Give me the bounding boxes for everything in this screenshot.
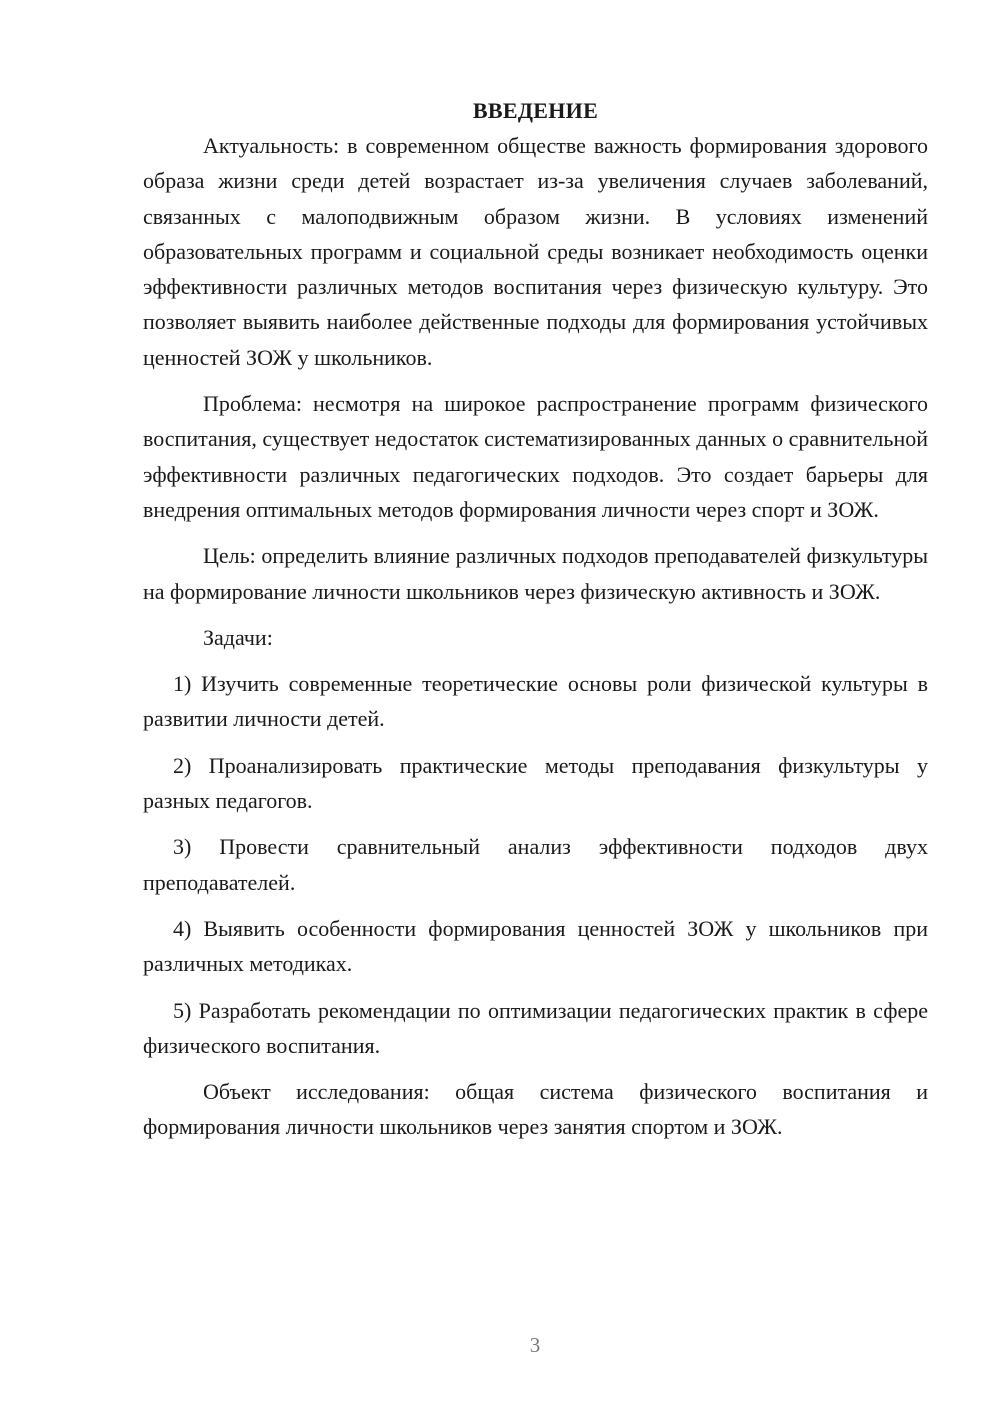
task-item-1: 1) Изучить современные теоретические основы роли физической культуры в развитии личности детей. xyxy=(143,671,928,732)
paragraph-problem: Проблема: несмотря на широкое распространение программ физического воспитания, существует недостаток систематизированных данных о сравнительной эффективности различных педагогических подходов. Это создает барьеры для внедрения оптимальных методов формирования личности через спорт и ЗОЖ. xyxy=(143,391,928,522)
task-item-4: 4) Выявить особенности формирования ценностей ЗОЖ у школьников при различных методиках. xyxy=(143,915,928,977)
paragraph-goal: Цель: определить влияние различных подходов преподавателей физкультуры на формирование личности школьников через физическую активность и ЗОЖ. xyxy=(143,543,928,604)
tasks-heading: Задачи: xyxy=(203,624,273,650)
section-title: ВВЕДЕНИЕ xyxy=(472,98,599,123)
document-page xyxy=(143,96,928,1156)
task-item-3: 3) Провести сравнительный анализ эффективности подходов двух преподавателей. xyxy=(143,834,928,895)
task-item-2: 2) Проанализировать практические методы преподавания физкультуры у разных педагогов. xyxy=(143,752,928,814)
paragraph-object: Объект исследования: общая система физического воспитания и формирования личности школьников через занятия спортом и ЗОЖ. xyxy=(143,1079,928,1140)
task-item-5: 5) Разработать рекомендации по оптимизации педагогических практик в сфере физического воспитания. xyxy=(143,997,928,1058)
page-number: 3 xyxy=(529,1333,541,1357)
paragraph-relevance: Актуальность: в современном обществе важность формирования здорового образа жизни среди детей возрастает из-за увеличения случаев заболеваний, связанных с малоподвижным образом жизни. В условиях изменений образовательных программ и социальной среды возникает необходимость оценки эффективности различных методов воспитания через физическую культуру. Это позволяет выявить наиболее действенные подходы для формирования устойчивых ценностей ЗОЖ у школьников. xyxy=(143,133,928,370)
